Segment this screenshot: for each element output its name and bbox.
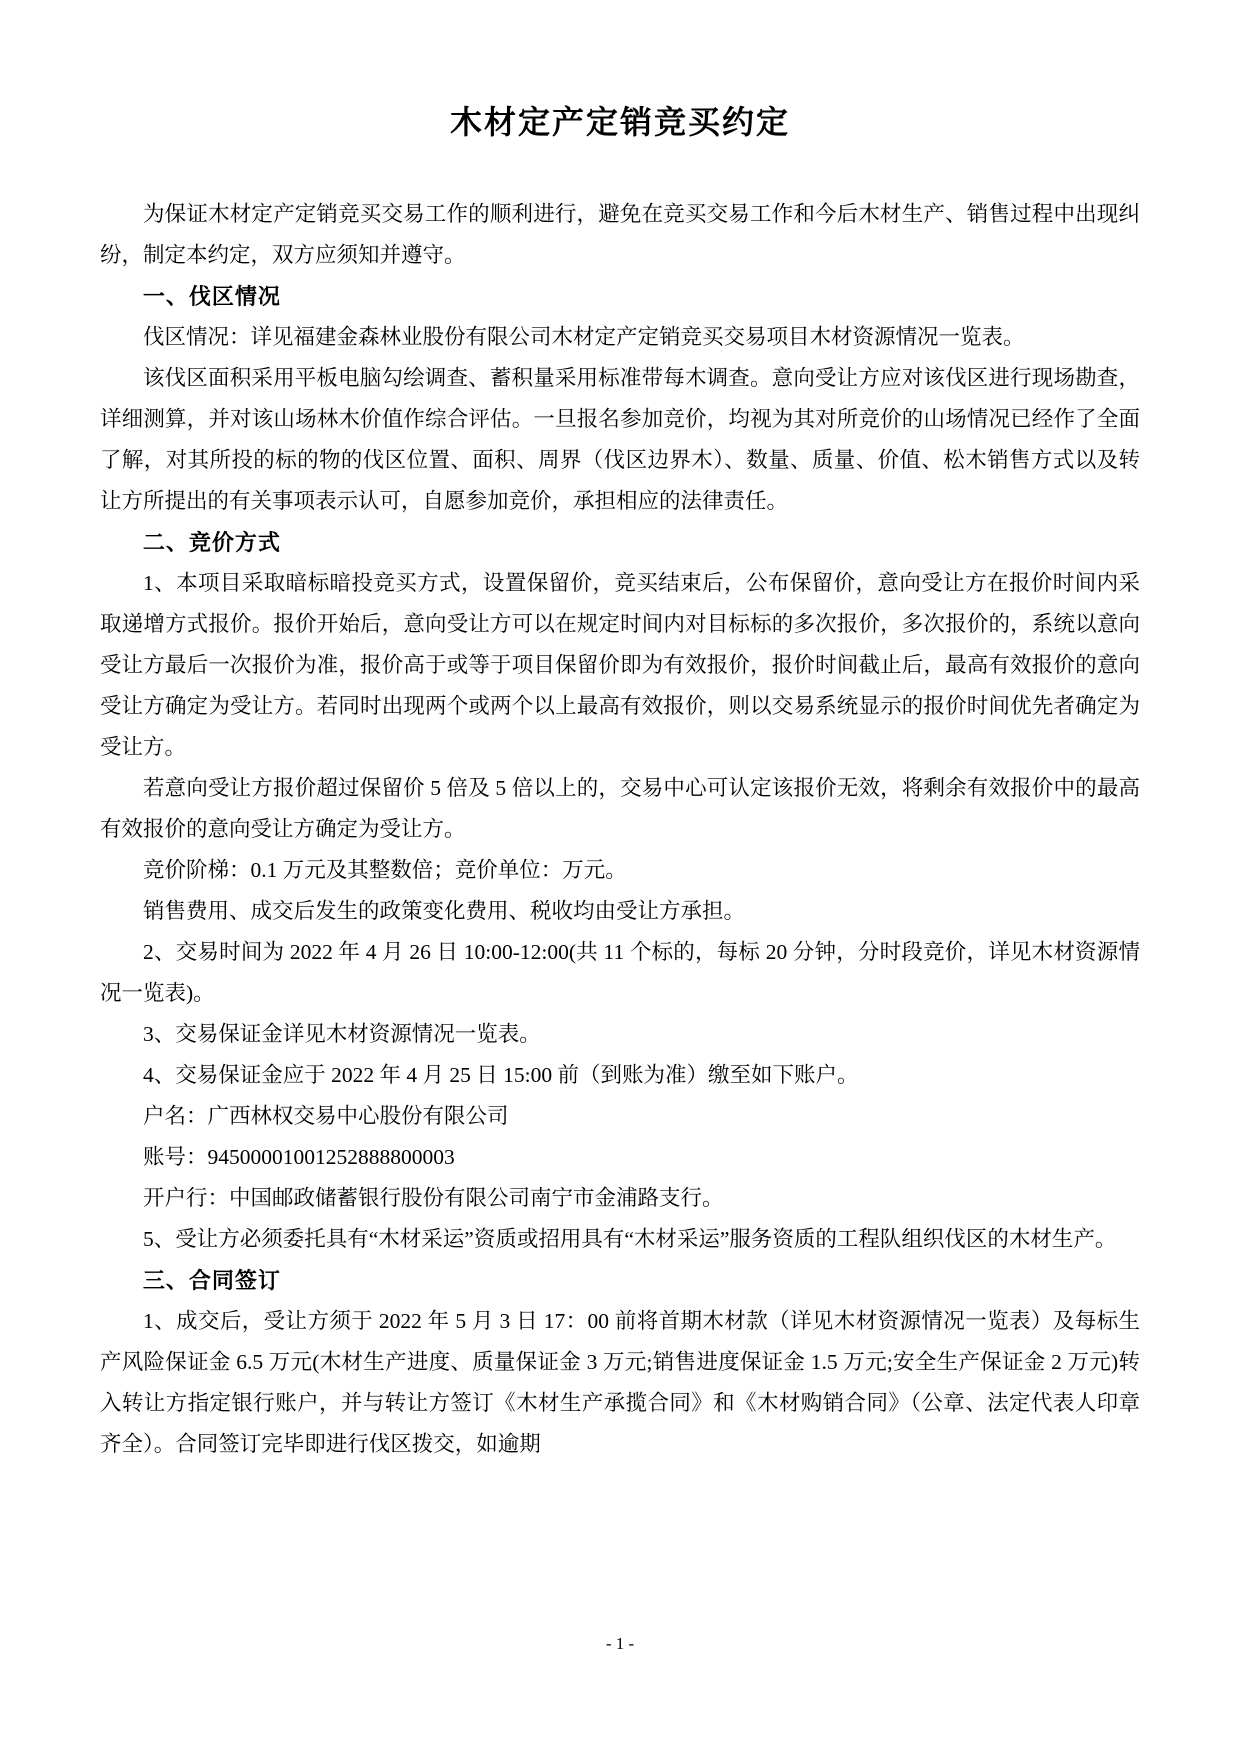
section-1-paragraph-2: 该伐区面积采用平板电脑勾绘调查、蓄积量采用标准带每木调查。意向受让方应对该伐区进行现场勘查，详细测算，并对该山场林木价值作综合评估。一旦报名参加竞价，均视为其对所竞价的山场情况已经作了全面了解，对其所投的标的物的伐区位置、面积、周界（伐区边界木）、数量、质量、价值、松木销售方式以及转让方所提出的有关事项表示认可，自愿参加竞价，承担相应的法律责任。 — [100, 366, 1140, 513]
section-3-heading: 三、合同签订 — [142, 1268, 281, 1293]
page-footer — [0, 1634, 1240, 1654]
document-title: 木材定产定销竞买约定 — [449, 104, 790, 140]
document-body — [100, 194, 1140, 1465]
account-number-line: 账号：94500001001252888800003 — [143, 1145, 455, 1169]
section-2-heading: 二、竞价方式 — [142, 530, 281, 555]
section-1-paragraph-1: 伐区情况：详见福建金森林业股份有限公司木材定产定销竞买交易项目木材资源情况一览表。 — [143, 325, 1025, 349]
account-name-line: 户名：广西林权交易中心股份有限公司 — [143, 1104, 509, 1128]
intro-paragraph: 为保证木材定产定销竞买交易工作的顺利进行，避免在竞买交易工作和今后木材生产、销售过程中出现纠纷，制定本约定，双方应须知并遵守。 — [100, 202, 1140, 267]
page-number: - 1 - — [605, 1634, 635, 1653]
section-3-paragraph-1: 1、成交后，受让方须于 2022 年 5 月 3 日 17：00 前将首期木材款（详见木材资源情况一览表）及每标生产风险保证金 6.5 万元(木材生产进度、质量保证金 3 万元;销售进度保证金 1.5 万元;安全生产保证金 2 万元)转入转让方指定银行账户，并与转让方签订《木材生产承揽合同》和《木材购销合同》（公章、法定代表人印章齐全）。合同签订完毕即进行伐区拨交，如逾期 — [100, 1309, 1140, 1456]
bid-increment-line: 竞价阶梯：0.1 万元及其整数倍；竞价单位：万元。 — [143, 858, 627, 882]
section-2-paragraph-8: 5、受让方必须委托具有“木材采运”资质或招用具有“木材采运”服务资质的工程队组织伐区的木材生产。 — [143, 1227, 1117, 1251]
trade-time-line: 2、交易时间为 2022 年 4 月 26 日 10:00-12:00(共 11 个标的，每标 20 分钟，分时段竞价，详见木材资源情况一览表)。 — [100, 940, 1140, 1005]
bank-branch-line: 开户行：中国邮政储蓄银行股份有限公司南宁市金浦路支行。 — [143, 1186, 724, 1210]
deposit-reference-line: 3、交易保证金详见木材资源情况一览表。 — [143, 1022, 541, 1046]
fees-line: 销售费用、成交后发生的政策变化费用、税收均由受让方承担。 — [143, 899, 746, 923]
section-2-paragraph-1: 1、本项目采取暗标暗投竞买方式，设置保留价，竞买结束后，公布保留价，意向受让方在报价时间内采取递增方式报价。报价开始后，意向受让方可以在规定时间内对目标标的多次报价，多次报价的，系统以意向受让方最后一次报价为准，报价高于或等于项目保留价即为有效报价，报价时间截止后，最高有效报价的意向受让方确定为受让方。若同时出现两个或两个以上最高有效报价，则以交易系统显示的报价时间优先者确定为受让方。 — [100, 571, 1140, 759]
deposit-deadline-line: 4、交易保证金应于 2022 年 4 月 25 日 15:00 前（到账为准）缴至如下账户。 — [143, 1063, 859, 1087]
section-2-paragraph-2: 若意向受让方报价超过保留价 5 倍及 5 倍以上的，交易中心可认定该报价无效，将剩余有效报价中的最高有效报价的意向受让方确定为受让方。 — [100, 776, 1140, 841]
section-1-heading: 一、伐区情况 — [142, 284, 281, 309]
